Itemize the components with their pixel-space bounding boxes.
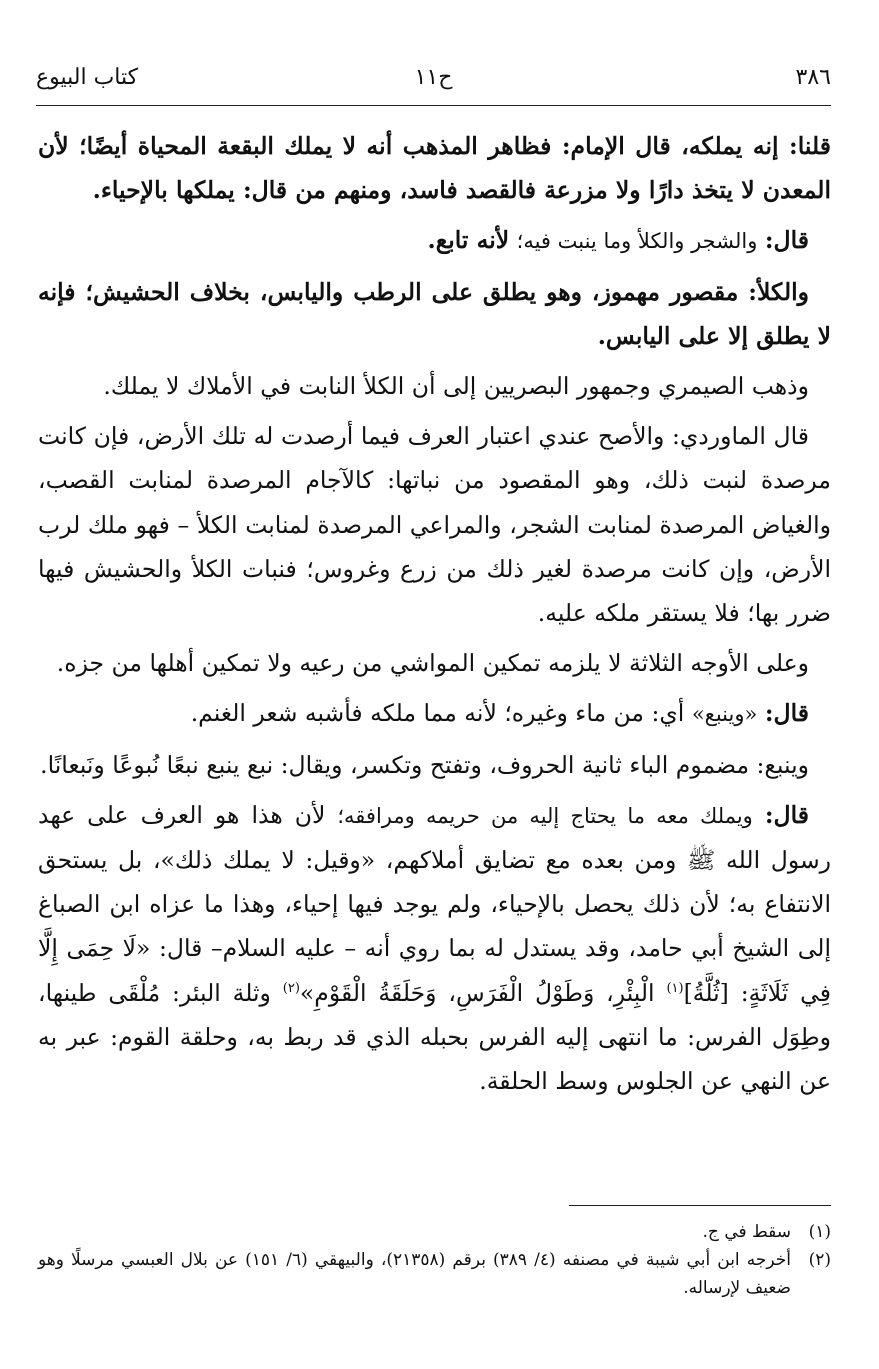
paragraph-6-text: وعلى الأوجه الثلاثة لا يلزمه تمكين المواشي من رعيه ولا تمكين أهلها من جزه. [56,649,809,678]
paragraph-7-marker: قال: [764,699,809,728]
paragraph-2 [38,218,831,263]
paragraph-7-quote: «وينبع» [691,702,758,727]
paragraph-9-text-after-hadith: وثلة البئر: مُلْقَى طينها، وطِوَل الفرس: ما انتهى إليه الفرس بحبله الذي قد ربط به، وحلقة القوم: عبر به عن النهي عن الجلوس وسط الحلقة. [38,978,831,1096]
paragraph-1 [38,124,831,212]
page-header [36,58,831,98]
paragraph-9-text-before-hadith: لأن هذا هو العرف على عهد رسول الله ﷺ ومن بعده مع تضايق أملاكهم، «وقيل: لا يملك ذلك»، بل يستحق الانتفاع به؛ لأن ذلك يحصل بالإحياء، ولم يوجد فيها إحياء، وهذا ما عزاه ابن الصباغ إلى الشيخ أبي حامد، وقد يستدل له بما روي أنه – عليه السلام– قال: «لَا حِمَى إِلَّا فِي ثَلَاثَةٍ: [ثُلَّةُ] [38,800,831,1007]
paragraph-6 [38,641,831,685]
footnote-reference-2[interactable]: (٢) [282,980,300,996]
paragraph-9-hadith-continuation: الْبِئْرِ، وَطَوْلُ الْفَرَسِ، وَحَلَقَةُ الْقَوْمِ» [299,978,655,1007]
footnote-1-text: سقط في ج. [702,1222,791,1242]
paragraph-5-text: قال الماوردي: والأصح عندي اعتبار العرف فيما أرصدت له تلك الأرض، فإن كانت مرصدة لنبت ذلك، وهو المقصود من نباتها: كالآجام المرصدة لمنابت القصب، والغياض المرصدة لمنابت الشجر، والمراعي المرصدة لمنابت الكلأ – فهو ملك لرب الأرض، وإن كانت مرصدة لغير ذلك من زرع وغروس؛ فنبات الكلأ والحشيش فيها ضرر بها؛ فلا يستقر ملكه عليه. [38,422,831,628]
paragraph-7 [38,691,831,736]
paragraph-9-marker: قال: [764,800,809,829]
footnote-2 [38,1246,831,1302]
paragraph-3 [38,270,831,358]
footnote-divider [569,1205,831,1206]
footnote-reference-1[interactable]: (١) [666,980,684,996]
footnote-1-number: (١) [808,1222,831,1242]
main-text [38,124,831,1109]
paragraph-8 [38,743,831,787]
section-mark: ح١١ [414,65,453,90]
paragraph-4-text: وذهب الصيمري وجمهور البصريين إلى أن الكلأ النابت في الأملاك لا يملك. [103,372,809,401]
paragraph-7-text: أي: من ماء وغيره؛ لأنه مما ملكه فأشبه شعر الغنم. [190,699,685,728]
paragraph-2-quote: والشجر والكلأ وما ينبت فيه؛ [516,229,758,254]
paragraph-1-text: قلنا: إنه يملكه، قال الإمام: فظاهر المذهب أنه لا يملك البقعة المحياة أيضًا؛ لأن المعدن لا يتخذ دارًا ولا مزرعة فالقصد فاسد، ومنهم من قال: يملكها بالإحياء. [38,132,831,205]
footnote-2-number: (٢) [808,1250,831,1270]
page-number: ٣٨٦ [795,65,831,90]
book-title: كتاب البيوع [36,65,139,90]
paragraph-3-text: والكلأ: مقصور مهموز، وهو يطلق على الرطب واليابس، بخلاف الحشيش؛ فإنه لا يطلق إلا على اليابس. [38,277,831,350]
footnotes-section [38,1218,831,1302]
paragraph-4 [38,364,831,408]
paragraph-9-quote: ويملك معه ما يحتاج إليه من حريمه ومرافقه؛ [337,803,753,828]
paragraph-2-text: لأنه تابع. [427,226,510,255]
paragraph-2-marker: قال: [764,226,809,255]
footnote-2-text: أخرجه ابن أبي شيبة في مصنفه (٤/ ٣٨٩) برقم (٢١٣٥٨)، والبيهقي (٦/ ١٥١) عن بلال العبسي مرسلًا وهو ضعيف لإرساله. [38,1250,791,1298]
paragraph-9 [38,793,831,1103]
paragraph-8-text: وينبع: مضموم الباء ثانية الحروف، وتفتح وتكسر، ويقال: نبع ينبع نبعًا نُبوعًا ونَبعانًا. [40,750,809,779]
paragraph-5 [38,414,831,635]
header-divider [36,105,831,106]
footnote-1 [38,1218,831,1246]
